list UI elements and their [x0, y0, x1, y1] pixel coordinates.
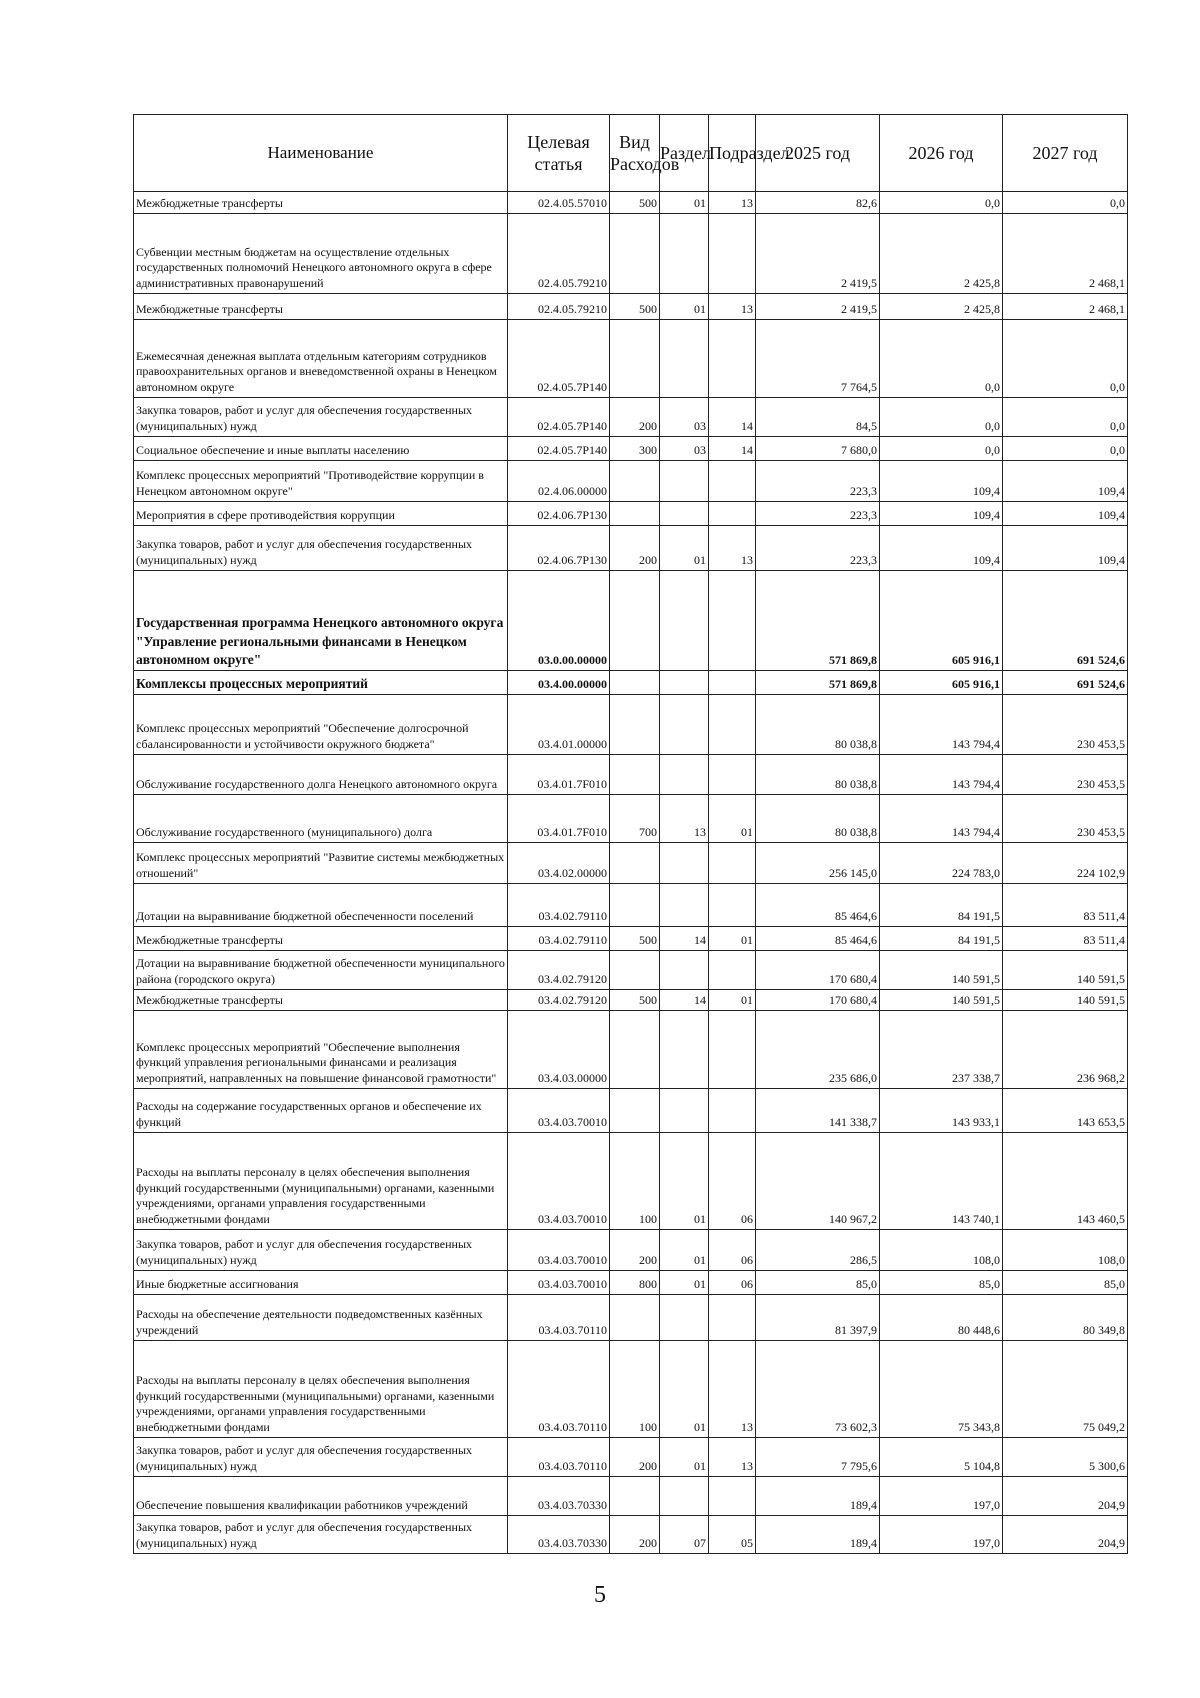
row-name: Межбюджетные трансферты — [134, 294, 508, 320]
table-row — [134, 1295, 1128, 1341]
row-value-2026: 2 425,8 — [880, 294, 1003, 320]
row-expense-type: 500 — [610, 192, 660, 214]
row-value-2027: 0,0 — [1003, 437, 1128, 461]
row-target-article: 03.4.03.70110 — [508, 1341, 610, 1438]
row-subsection: 06 — [709, 1133, 756, 1230]
row-name: Обеспечение повышения квалификации работников учреждений — [134, 1477, 508, 1516]
row-value-2025: 80 038,8 — [756, 695, 880, 755]
row-value-2026: 85,0 — [880, 1271, 1003, 1295]
row-value-2026: 143 794,4 — [880, 795, 1003, 843]
row-value-2025: 80 038,8 — [756, 755, 880, 795]
row-expense-type: 800 — [610, 1271, 660, 1295]
row-name: Ежемесячная денежная выплата отдельным категориям сотрудников правоохранительных органов и вневедомственной охраны в Ненецком автономном округе — [134, 320, 508, 398]
row-section — [660, 671, 709, 695]
table-row — [134, 192, 1128, 214]
row-target-article: 03.4.03.70110 — [508, 1295, 610, 1341]
table-row — [134, 571, 1128, 671]
row-value-2025: 7 764,5 — [756, 320, 880, 398]
row-expense-type — [610, 1295, 660, 1341]
row-name: Расходы на содержание государственных органов и обеспечение их функций — [134, 1089, 508, 1133]
row-value-2025: 85 464,6 — [756, 927, 880, 951]
row-value-2027: 230 453,5 — [1003, 695, 1128, 755]
row-name: Закупка товаров, работ и услуг для обеспечения государственных (муниципальных) нужд — [134, 398, 508, 437]
row-subsection — [709, 951, 756, 990]
row-section: 03 — [660, 437, 709, 461]
row-value-2025: 571 869,8 — [756, 671, 880, 695]
row-subsection — [709, 695, 756, 755]
table-header-row — [134, 115, 1128, 192]
row-name: Межбюджетные трансферты — [134, 927, 508, 951]
row-value-2025: 85,0 — [756, 1271, 880, 1295]
table-row — [134, 1516, 1128, 1554]
row-value-2026: 5 104,8 — [880, 1438, 1003, 1477]
row-section: 03 — [660, 398, 709, 437]
row-value-2026: 605 916,1 — [880, 571, 1003, 671]
row-section: 01 — [660, 1341, 709, 1438]
row-target-article: 03.4.03.00000 — [508, 1011, 610, 1089]
table-row — [134, 1133, 1128, 1230]
row-value-2025: 256 145,0 — [756, 843, 880, 884]
row-value-2025: 223,3 — [756, 526, 880, 571]
row-name: Мероприятия в сфере противодействия коррупции — [134, 502, 508, 526]
row-target-article: 03.4.03.70010 — [508, 1230, 610, 1271]
row-value-2027: 230 453,5 — [1003, 795, 1128, 843]
table-row — [134, 990, 1128, 1011]
row-value-2026: 75 343,8 — [880, 1341, 1003, 1438]
row-subsection — [709, 1295, 756, 1341]
row-value-2025: 2 419,5 — [756, 294, 880, 320]
row-target-article: 03.4.03.70010 — [508, 1271, 610, 1295]
row-expense-type — [610, 1477, 660, 1516]
table-row — [134, 671, 1128, 695]
row-target-article: 03.4.02.79120 — [508, 990, 610, 1011]
row-value-2027: 204,9 — [1003, 1477, 1128, 1516]
row-value-2027: 0,0 — [1003, 320, 1128, 398]
header-2027: 2027 год — [1003, 115, 1128, 192]
row-target-article: 03.4.01.7F010 — [508, 795, 610, 843]
row-value-2027: 691 524,6 — [1003, 571, 1128, 671]
row-value-2025: 84,5 — [756, 398, 880, 437]
row-expense-type: 200 — [610, 398, 660, 437]
table-row — [134, 294, 1128, 320]
row-value-2025: 571 869,8 — [756, 571, 880, 671]
row-target-article: 02.4.05.57010 — [508, 192, 610, 214]
row-value-2025: 189,4 — [756, 1477, 880, 1516]
row-value-2026: 140 591,5 — [880, 990, 1003, 1011]
row-value-2026: 140 591,5 — [880, 951, 1003, 990]
row-value-2027: 83 511,4 — [1003, 927, 1128, 951]
row-value-2027: 85,0 — [1003, 1271, 1128, 1295]
table-row — [134, 1477, 1128, 1516]
row-expense-type — [610, 951, 660, 990]
row-value-2026: 224 783,0 — [880, 843, 1003, 884]
row-value-2027: 230 453,5 — [1003, 755, 1128, 795]
row-name: Закупка товаров, работ и услуг для обеспечения государственных (муниципальных) нужд — [134, 1516, 508, 1554]
row-subsection: 14 — [709, 437, 756, 461]
row-name: Обслуживание государственного долга Ненецкого автономного округа — [134, 755, 508, 795]
row-value-2026: 143 794,4 — [880, 755, 1003, 795]
row-expense-type — [610, 502, 660, 526]
row-subsection — [709, 671, 756, 695]
row-name: Иные бюджетные ассигнования — [134, 1271, 508, 1295]
row-value-2027: 236 968,2 — [1003, 1011, 1128, 1089]
row-section: 01 — [660, 1271, 709, 1295]
row-section — [660, 843, 709, 884]
row-value-2027: 5 300,6 — [1003, 1438, 1128, 1477]
row-expense-type — [610, 461, 660, 502]
row-section: 01 — [660, 526, 709, 571]
row-value-2027: 140 591,5 — [1003, 951, 1128, 990]
row-target-article: 03.4.01.00000 — [508, 695, 610, 755]
row-expense-type — [610, 671, 660, 695]
row-value-2027: 83 511,4 — [1003, 884, 1128, 927]
table-row — [134, 502, 1128, 526]
row-name: Расходы на выплаты персоналу в целях обеспечения выполнения функций государственными (муниципальными) органами, казенными учреждениями, органами управления государственными внебюджетными фондами — [134, 1133, 508, 1230]
row-expense-type: 200 — [610, 1438, 660, 1477]
row-subsection: 14 — [709, 398, 756, 437]
row-value-2025: 80 038,8 — [756, 795, 880, 843]
row-expense-type: 200 — [610, 1230, 660, 1271]
row-expense-type — [610, 320, 660, 398]
row-name: Государственная программа Ненецкого автономного округа "Управление региональными финансами в Ненецком автономном округе" — [134, 571, 508, 671]
table-row — [134, 951, 1128, 990]
row-subsection — [709, 1011, 756, 1089]
row-section: 01 — [660, 1438, 709, 1477]
row-expense-type: 200 — [610, 1516, 660, 1554]
row-name: Социальное обеспечение и иные выплаты населению — [134, 437, 508, 461]
row-section: 14 — [660, 927, 709, 951]
row-target-article: 03.4.02.79120 — [508, 951, 610, 990]
page-number: 5 — [594, 1582, 606, 1608]
row-target-article: 03.4.01.7F010 — [508, 755, 610, 795]
row-subsection — [709, 571, 756, 671]
row-expense-type — [610, 755, 660, 795]
table-row — [134, 320, 1128, 398]
table-body — [134, 192, 1128, 1554]
row-expense-type: 200 — [610, 526, 660, 571]
row-name: Дотации на выравнивание бюджетной обеспеченности поселений — [134, 884, 508, 927]
row-expense-type: 300 — [610, 437, 660, 461]
row-subsection — [709, 502, 756, 526]
row-target-article: 02.4.05.79210 — [508, 214, 610, 294]
row-subsection: 01 — [709, 927, 756, 951]
header-target: Целевая статья — [508, 115, 610, 192]
row-value-2027: 224 102,9 — [1003, 843, 1128, 884]
row-value-2026: 237 338,7 — [880, 1011, 1003, 1089]
header-2026: 2026 год — [880, 115, 1003, 192]
row-section: 01 — [660, 294, 709, 320]
table-row — [134, 1438, 1128, 1477]
table-row — [134, 214, 1128, 294]
row-section — [660, 1089, 709, 1133]
row-target-article: 03.4.03.70010 — [508, 1133, 610, 1230]
row-target-article: 03.4.03.70010 — [508, 1089, 610, 1133]
table-row — [134, 398, 1128, 437]
row-value-2026: 0,0 — [880, 192, 1003, 214]
row-name: Дотации на выравнивание бюджетной обеспеченности муниципального района (городского округа) — [134, 951, 508, 990]
row-target-article: 02.4.06.7Р130 — [508, 502, 610, 526]
row-name: Расходы на обеспечение деятельности подведомственных казённых учреждений — [134, 1295, 508, 1341]
row-value-2026: 605 916,1 — [880, 671, 1003, 695]
row-value-2025: 223,3 — [756, 461, 880, 502]
row-target-article: 03.4.02.79110 — [508, 884, 610, 927]
row-name: Комплекс процессных мероприятий "Обеспечение долгосрочной сбалансированности и устойчивости окружного бюджета" — [134, 695, 508, 755]
row-name: Межбюджетные трансферты — [134, 990, 508, 1011]
row-section — [660, 755, 709, 795]
row-section: 01 — [660, 1230, 709, 1271]
row-section — [660, 214, 709, 294]
table-row — [134, 927, 1128, 951]
row-section — [660, 1477, 709, 1516]
row-target-article: 03.4.03.70110 — [508, 1438, 610, 1477]
row-name: Обслуживание государственного (муниципального) долга — [134, 795, 508, 843]
row-value-2026: 109,4 — [880, 502, 1003, 526]
row-subsection — [709, 1477, 756, 1516]
row-target-article: 03.0.00.00000 — [508, 571, 610, 671]
row-section — [660, 884, 709, 927]
row-expense-type — [610, 1011, 660, 1089]
row-subsection: 06 — [709, 1271, 756, 1295]
row-value-2025: 81 397,9 — [756, 1295, 880, 1341]
row-target-article: 02.4.05.7Р140 — [508, 320, 610, 398]
row-subsection — [709, 843, 756, 884]
row-expense-type: 100 — [610, 1133, 660, 1230]
row-value-2027: 691 524,6 — [1003, 671, 1128, 695]
row-value-2026: 108,0 — [880, 1230, 1003, 1271]
row-target-article: 03.4.00.00000 — [508, 671, 610, 695]
row-name: Комплекс процессных мероприятий "Развитие системы межбюджетных отношений" — [134, 843, 508, 884]
row-name: Закупка товаров, работ и услуг для обеспечения государственных (муниципальных) нужд — [134, 1230, 508, 1271]
row-subsection: 13 — [709, 192, 756, 214]
row-value-2026: 109,4 — [880, 461, 1003, 502]
row-value-2025: 235 686,0 — [756, 1011, 880, 1089]
row-value-2025: 7 680,0 — [756, 437, 880, 461]
row-target-article: 02.4.05.79210 — [508, 294, 610, 320]
row-value-2025: 82,6 — [756, 192, 880, 214]
header-expense-type: Вид Расходов — [610, 115, 660, 192]
row-value-2026: 143 933,1 — [880, 1089, 1003, 1133]
row-expense-type: 500 — [610, 990, 660, 1011]
row-expense-type: 500 — [610, 294, 660, 320]
row-subsection — [709, 1089, 756, 1133]
row-section — [660, 320, 709, 398]
row-value-2027: 143 653,5 — [1003, 1089, 1128, 1133]
row-section — [660, 461, 709, 502]
row-value-2027: 75 049,2 — [1003, 1341, 1128, 1438]
row-value-2026: 0,0 — [880, 437, 1003, 461]
row-name: Закупка товаров, работ и услуг для обеспечения государственных (муниципальных) нужд — [134, 526, 508, 571]
row-expense-type — [610, 214, 660, 294]
row-name: Комплексы процессных мероприятий — [134, 671, 508, 695]
row-subsection: 13 — [709, 526, 756, 571]
header-2025: 2025 год — [756, 115, 880, 192]
row-value-2026: 84 191,5 — [880, 884, 1003, 927]
row-section: 01 — [660, 192, 709, 214]
row-value-2027: 0,0 — [1003, 398, 1128, 437]
row-name: Закупка товаров, работ и услуг для обеспечения государственных (муниципальных) нужд — [134, 1438, 508, 1477]
row-subsection: 01 — [709, 990, 756, 1011]
row-value-2025: 189,4 — [756, 1516, 880, 1554]
table-row — [134, 755, 1128, 795]
row-subsection: 05 — [709, 1516, 756, 1554]
table-row — [134, 1230, 1128, 1271]
row-name: Комплекс процессных мероприятий "Обеспечение выполнения функций управления региональными финансами и реализация мероприятий, направленных на повышение финансовой грамотности" — [134, 1011, 508, 1089]
row-value-2026: 2 425,8 — [880, 214, 1003, 294]
row-value-2027: 109,4 — [1003, 461, 1128, 502]
header-section: Раздел — [660, 115, 709, 192]
row-target-article: 02.4.06.7Р130 — [508, 526, 610, 571]
row-name: Расходы на выплаты персоналу в целях обеспечения выполнения функций государственными (муниципальными) органами, казенными учреждениями, органами управления государственными внебюджетными фондами — [134, 1341, 508, 1438]
row-section — [660, 951, 709, 990]
row-subsection: 01 — [709, 795, 756, 843]
table-row — [134, 526, 1128, 571]
row-section — [660, 571, 709, 671]
table-row — [134, 1011, 1128, 1089]
row-section — [660, 695, 709, 755]
row-subsection: 13 — [709, 1438, 756, 1477]
row-value-2027: 2 468,1 — [1003, 214, 1128, 294]
row-value-2027: 2 468,1 — [1003, 294, 1128, 320]
row-section — [660, 502, 709, 526]
row-value-2026: 84 191,5 — [880, 927, 1003, 951]
row-subsection: 13 — [709, 294, 756, 320]
row-subsection — [709, 214, 756, 294]
row-expense-type: 500 — [610, 927, 660, 951]
row-value-2026: 143 794,4 — [880, 695, 1003, 755]
row-value-2025: 223,3 — [756, 502, 880, 526]
row-section — [660, 1011, 709, 1089]
row-value-2026: 0,0 — [880, 398, 1003, 437]
row-target-article: 03.4.02.79110 — [508, 927, 610, 951]
table-row — [134, 1341, 1128, 1438]
row-subsection — [709, 461, 756, 502]
row-expense-type: 100 — [610, 1341, 660, 1438]
row-section: 14 — [660, 990, 709, 1011]
row-subsection — [709, 755, 756, 795]
row-target-article: 02.4.05.7Р140 — [508, 437, 610, 461]
table-row — [134, 695, 1128, 755]
row-name: Комплекс процессных мероприятий "Противодействие коррупции в Ненецком автономном округе" — [134, 461, 508, 502]
row-expense-type — [610, 843, 660, 884]
table-row — [134, 437, 1128, 461]
row-value-2025: 141 338,7 — [756, 1089, 880, 1133]
row-subsection — [709, 884, 756, 927]
row-expense-type — [610, 884, 660, 927]
row-value-2027: 108,0 — [1003, 1230, 1128, 1271]
header-subsection: Подраздел — [709, 115, 756, 192]
row-expense-type — [610, 695, 660, 755]
table-row — [134, 884, 1128, 927]
table-row — [134, 795, 1128, 843]
row-value-2026: 143 740,1 — [880, 1133, 1003, 1230]
row-value-2025: 140 967,2 — [756, 1133, 880, 1230]
row-target-article: 02.4.06.00000 — [508, 461, 610, 502]
row-value-2027: 204,9 — [1003, 1516, 1128, 1554]
row-target-article: 02.4.05.7Р140 — [508, 398, 610, 437]
row-expense-type — [610, 1089, 660, 1133]
row-target-article: 03.4.03.70330 — [508, 1477, 610, 1516]
row-target-article: 03.4.03.70330 — [508, 1516, 610, 1554]
row-expense-type — [610, 571, 660, 671]
row-value-2025: 2 419,5 — [756, 214, 880, 294]
row-section — [660, 1295, 709, 1341]
row-value-2025: 170 680,4 — [756, 951, 880, 990]
row-value-2025: 73 602,3 — [756, 1341, 880, 1438]
row-value-2025: 170 680,4 — [756, 990, 880, 1011]
row-value-2027: 109,4 — [1003, 526, 1128, 571]
row-value-2027: 0,0 — [1003, 192, 1128, 214]
row-subsection — [709, 320, 756, 398]
row-value-2027: 109,4 — [1003, 502, 1128, 526]
row-value-2027: 140 591,5 — [1003, 990, 1128, 1011]
row-section: 13 — [660, 795, 709, 843]
table-row — [134, 843, 1128, 884]
row-value-2026: 109,4 — [880, 526, 1003, 571]
row-section: 01 — [660, 1133, 709, 1230]
row-section: 07 — [660, 1516, 709, 1554]
row-name: Субвенции местным бюджетам на осуществление отдельных государственных полномочий Ненецкого автономного округа в сфере административных правонарушений — [134, 214, 508, 294]
table-row — [134, 1271, 1128, 1295]
row-value-2026: 80 448,6 — [880, 1295, 1003, 1341]
row-name: Межбюджетные трансферты — [134, 192, 508, 214]
row-value-2027: 80 349,8 — [1003, 1295, 1128, 1341]
row-value-2027: 143 460,5 — [1003, 1133, 1128, 1230]
row-value-2025: 286,5 — [756, 1230, 880, 1271]
row-value-2026: 197,0 — [880, 1516, 1003, 1554]
row-value-2025: 7 795,6 — [756, 1438, 880, 1477]
header-name: Наименование — [134, 115, 508, 192]
row-subsection: 06 — [709, 1230, 756, 1271]
row-target-article: 03.4.02.00000 — [508, 843, 610, 884]
row-value-2026: 197,0 — [880, 1477, 1003, 1516]
table-row — [134, 461, 1128, 502]
row-expense-type: 700 — [610, 795, 660, 843]
row-subsection: 13 — [709, 1341, 756, 1438]
budget-table — [133, 114, 1128, 1554]
row-value-2025: 85 464,6 — [756, 884, 880, 927]
row-value-2026: 0,0 — [880, 320, 1003, 398]
table-row — [134, 1089, 1128, 1133]
